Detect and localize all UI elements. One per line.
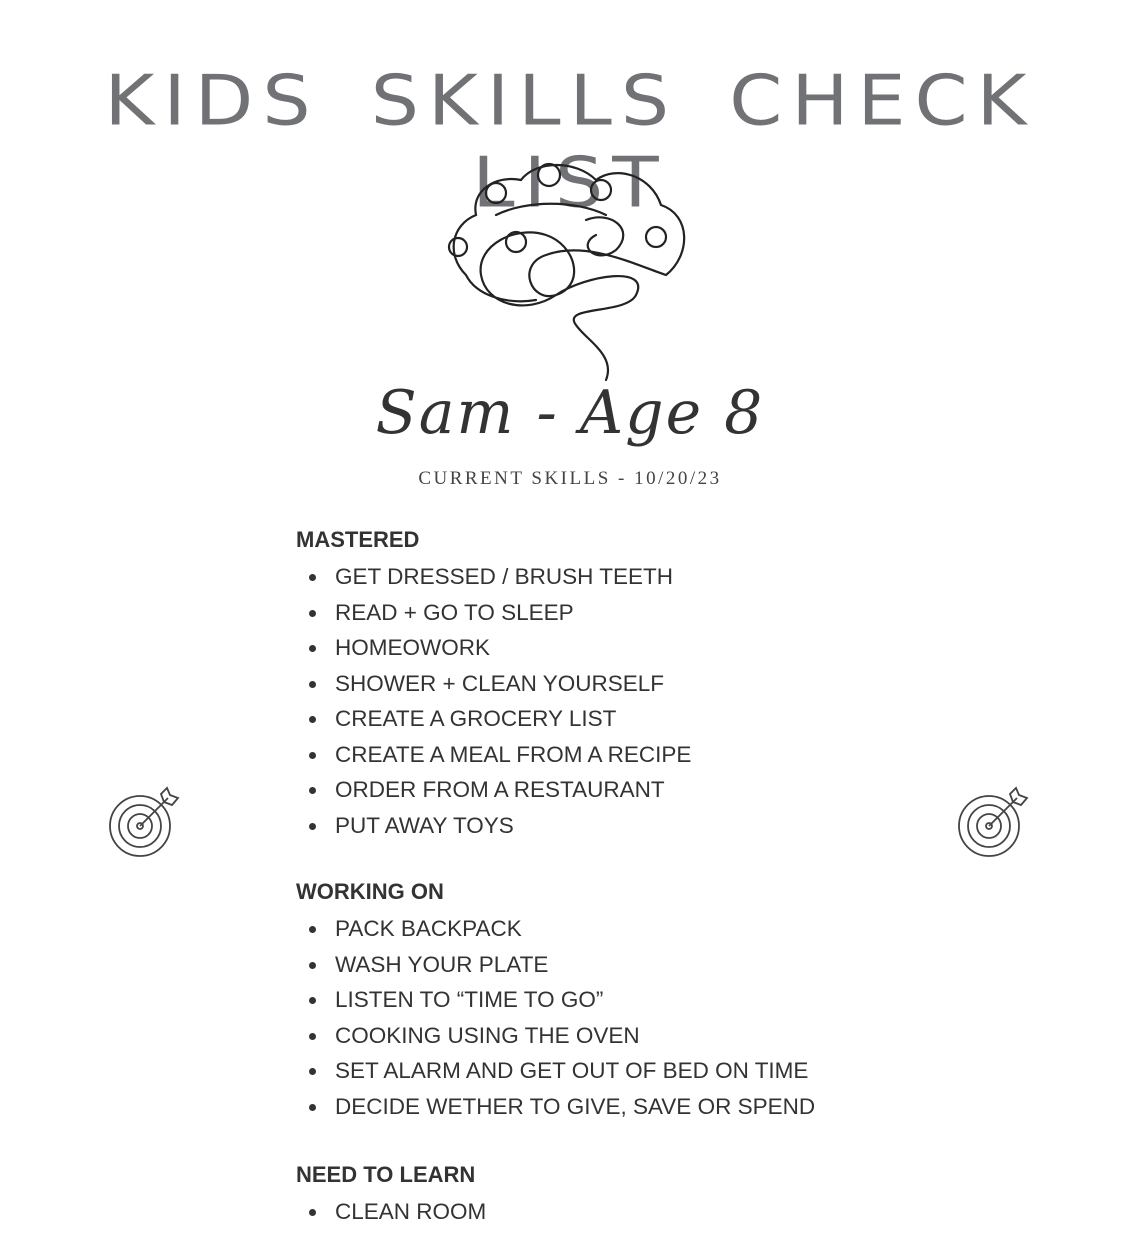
- list-item: CREATE A MEAL FROM A RECIPE: [296, 737, 691, 773]
- section-need-to-learn: [296, 1159, 486, 1230]
- list-item: GET DRESSED / BRUSH TEETH: [296, 559, 691, 595]
- brain-line-art-icon: [436, 155, 696, 385]
- list-item: ORDER FROM A RESTAURANT: [296, 772, 691, 808]
- page-title: KIDS SKILLS CHECK LIST: [104, 59, 1036, 223]
- list-item: PUT AWAY TOYS: [296, 808, 691, 844]
- subtitle-date: CURRENT SKILLS - 10/20/23: [418, 468, 722, 489]
- child-name-age: Sam - Age 8: [375, 378, 765, 448]
- list-item: SHOWER + CLEAN YOURSELF: [296, 666, 691, 702]
- list-item: WASH YOUR PLATE: [296, 947, 815, 983]
- list-item: LISTEN TO “TIME TO GO”: [296, 982, 815, 1018]
- section-working-on: [296, 876, 815, 1124]
- list-item: CLEAN ROOM: [296, 1194, 486, 1230]
- target-arrow-icon: [955, 786, 1031, 862]
- list-item: DECIDE WETHER TO GIVE, SAVE OR SPEND: [296, 1089, 815, 1125]
- list-item: HOMEOWORK: [296, 630, 691, 666]
- section-mastered: [296, 524, 691, 843]
- list-item: COOKING USING THE OVEN: [296, 1018, 815, 1054]
- list-item: SET ALARM AND GET OUT OF BED ON TIME: [296, 1053, 815, 1089]
- section-heading: MASTERED: [296, 527, 420, 552]
- list-item: PACK BACKPACK: [296, 911, 815, 947]
- section-heading: NEED TO LEARN: [296, 1162, 476, 1187]
- target-arrow-icon: [106, 786, 182, 862]
- section-heading: WORKING ON: [296, 879, 444, 904]
- list-item: CREATE A GROCERY LIST: [296, 701, 691, 737]
- list-item: READ + GO TO SLEEP: [296, 595, 691, 631]
